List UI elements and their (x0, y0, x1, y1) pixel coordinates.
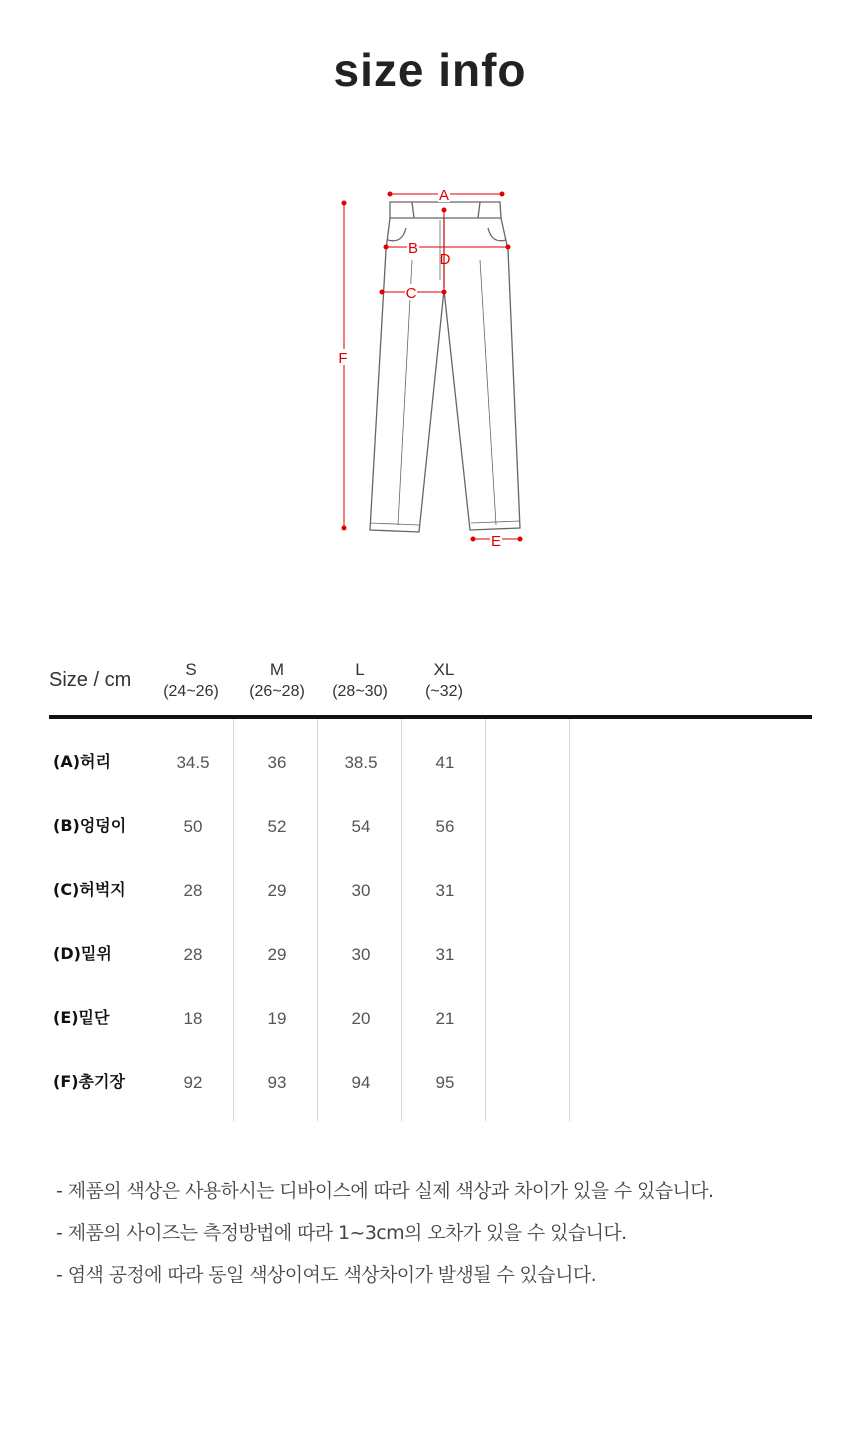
column-size-range: (28~30) (332, 683, 388, 700)
label-b: B (407, 240, 419, 257)
pants-illustration (320, 180, 540, 560)
table-cell: 30 (351, 945, 371, 964)
row-label: (A)허리 (53, 752, 111, 771)
label-c: C (405, 285, 417, 302)
table-row-rise (49, 911, 812, 975)
column-size-range: (26~28) (249, 683, 305, 700)
table-cell: 28 (183, 881, 203, 900)
table-cell: 94 (351, 1073, 371, 1092)
table-cell: 36 (267, 753, 287, 772)
size-table-header (49, 655, 812, 716)
row-label: (B)엉덩이 (53, 816, 127, 835)
table-cell: 31 (435, 945, 455, 964)
column-size-name: L (355, 660, 365, 679)
table-cell: 41 (435, 753, 455, 772)
table-cell: 50 (183, 817, 203, 836)
size-unit-label: Size / cm (49, 669, 132, 691)
row-label: (D)밑위 (53, 944, 112, 963)
table-cell: 19 (267, 1009, 287, 1028)
table-cell: 28 (183, 945, 203, 964)
table-cell: 93 (267, 1073, 287, 1092)
table-cell: 92 (183, 1073, 203, 1092)
size-table (49, 655, 812, 1092)
table-row-total-length (49, 1039, 812, 1103)
column-size-name: XL (433, 660, 455, 679)
notice-size: - 제품의 사이즈는 측정방법에 따라 1~3cm의 오차가 있을 수 있습니다. (56, 1222, 627, 1244)
column-size-range: (24~26) (163, 683, 219, 700)
column-header-xl (402, 659, 486, 703)
label-a: A (438, 187, 450, 204)
table-row-thigh (49, 847, 812, 911)
table-cell: 56 (435, 817, 455, 836)
pants-measurement-diagram (320, 180, 540, 560)
column-size-name: M (269, 660, 285, 679)
table-row-waist (49, 719, 812, 783)
table-cell: 31 (435, 881, 455, 900)
column-size-name: S (185, 660, 197, 679)
notice-list (56, 1170, 836, 1296)
table-cell: 30 (351, 881, 371, 900)
table-row-hem (49, 975, 812, 1039)
column-header-l (318, 659, 402, 703)
row-label: (C)허벅지 (53, 880, 126, 899)
table-cell: 29 (267, 881, 287, 900)
measurement-lines (342, 192, 522, 541)
size-table-body (49, 719, 812, 1121)
table-cell: 21 (435, 1009, 455, 1028)
table-cell: 54 (351, 817, 371, 836)
notice-color: - 제품의 색상은 사용하시는 디바이스에 따라 실제 색상과 차이가 있을 수 있습니다. (56, 1180, 714, 1202)
table-cell: 29 (267, 945, 287, 964)
table-cell: 95 (435, 1073, 455, 1092)
page-title: size info (333, 44, 527, 96)
row-label: (F)총기장 (53, 1072, 125, 1091)
column-size-range: (~32) (425, 683, 463, 700)
label-e: E (490, 533, 502, 550)
label-d: D (439, 251, 451, 268)
label-f: F (338, 350, 348, 367)
table-cell: 34.5 (176, 753, 210, 772)
row-label: (E)밑단 (53, 1008, 110, 1027)
table-cell: 52 (267, 817, 287, 836)
table-row-hip (49, 783, 812, 847)
notice-dye: - 염색 공정에 따라 동일 색상이여도 색상차이가 발생될 수 있습니다. (56, 1264, 597, 1286)
table-cell: 38.5 (344, 753, 378, 772)
column-header-m (235, 659, 319, 703)
table-cell: 20 (351, 1009, 371, 1028)
column-header-s (149, 659, 233, 703)
table-cell: 18 (183, 1009, 203, 1028)
